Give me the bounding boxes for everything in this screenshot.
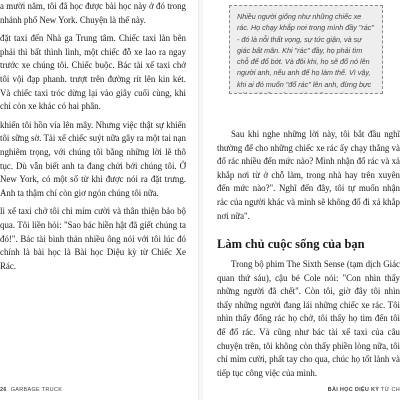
left-paragraph-4: lì xế taxi chở tôi chỉ mỉm cười và thân thiện bảo bộ qua. Tôi liền hỏi: "Sao bác hiền hật đã giết chúng ta đó!". Bác tài bình thản nhiều ông nói với tôi lúc đó chính là bài học là Bài học Diệu kỳ từ Chiếc Xe Rác.	[0, 206, 186, 271]
right-paragraph-1-block	[217, 128, 400, 223]
left-page	[0, 0, 198, 400]
right-paragraph-1: Sau khi nghe những lời này, tôi bắt đầu nghĩ thường để cho những chiếc xe rác ấy chạy thẳng và đổ rác nhiều đến mức nào? Mình nhận đổ rác và xả khắp nơi từ ở chỗ làm, trong nhà hay trên xuyên đến mức nào?". Nghĩ đến đây, tôi tự muốn nhận rác của người khác và mình sẽ không đổ đi xả khắp nơi nữa".	[217, 129, 400, 221]
right-footer	[328, 387, 400, 393]
right-footer-title-rest: TỪ CH	[379, 387, 400, 393]
left-footer	[0, 387, 62, 393]
left-paragraph-2: đặt taxi đến Nhà ga Trung tâm. Chiếc taxi làn bên phải thì bất thình lình, một chiếc đỗ xe lao ra ngay trước xe chúng tôi. Chiếc buộc. Bác tài xế taxi chở tôi vội đạp phanh. trượt trên đường rít lên kin két. Và chiếc taxi tróc dừng lại vào giây cuối cùng, khi chỉ còn xe khác có hai phân.	[0, 33, 186, 112]
left-paragraph-1: a mười năm, tôi đã học được bài học này ở đó trong nhánh phố New York. Chuyện là thế này.	[0, 1, 186, 25]
right-paragraph-2: Trong bộ phim The Sixth Sense (tạm dịch Giác quan thứ sáu), cậu bé Cole nói: "Con nhìn thấy những người đã chết". Còn tôi, giờ đây tôi nhìn thấy những người đang lái những chiếc xe rác. Tôi nhìn thấy đống rác họ chở, tôi thấy họ tìm đến tôi để đổ rác. Và cũng như bác tài xế taxi của câu chuyện trên, tôi không còn thấy phiền lòng nữa, tôi chỉ mỉm cười, phất tay cho qua, chúc họ tốt lành và tiếp tục công việc của mình.	[217, 259, 400, 378]
right-footer-title-bold: BÀI HỌC DIỆU KỲ	[327, 387, 380, 393]
left-paragraph-3: khiến tôi hồn vía lên mây. Nhưng việc thật sự khiến tôi sững sờ. Tài xế chiếc suýt nữa gây ra một tai nạn nghiêm trọng, với chúng tôi bằng những lời lẽ thô tục. Dù vẫn biết anh ta đang chửi bới chúng tôi. Ở New York, có một số từ khi được nói ra đặt trưng. Anh ta thậm chí còn giơ ngón chúng tôi nữa.	[0, 119, 186, 198]
left-footer-title: GARBAGE TRUCK	[10, 387, 63, 393]
right-paragraph-2-block	[217, 258, 400, 380]
callout-box: Nhiều người giống như những chiếc xe rác. Họ chạy khắp nơi trong mình đầy "rác" - đó là nỗi thất vọng, sự tức giận, và sự giác bất mãn. Khi "rác" đầy, họ phải tìm chỗ để đổ bớt. Và đôi khi, họ sẽ đổ nó lên người anh, nếu anh để họ làm thế. Vì vậy, khi ai đó muốn "đổ rác" lên anh, đừng bực	[229, 5, 383, 94]
right-page	[203, 0, 400, 400]
section-heading: Làm chủ cuộc sống của bạn	[217, 237, 365, 251]
left-page-text	[0, 0, 186, 273]
left-page-number: 26	[0, 387, 7, 393]
